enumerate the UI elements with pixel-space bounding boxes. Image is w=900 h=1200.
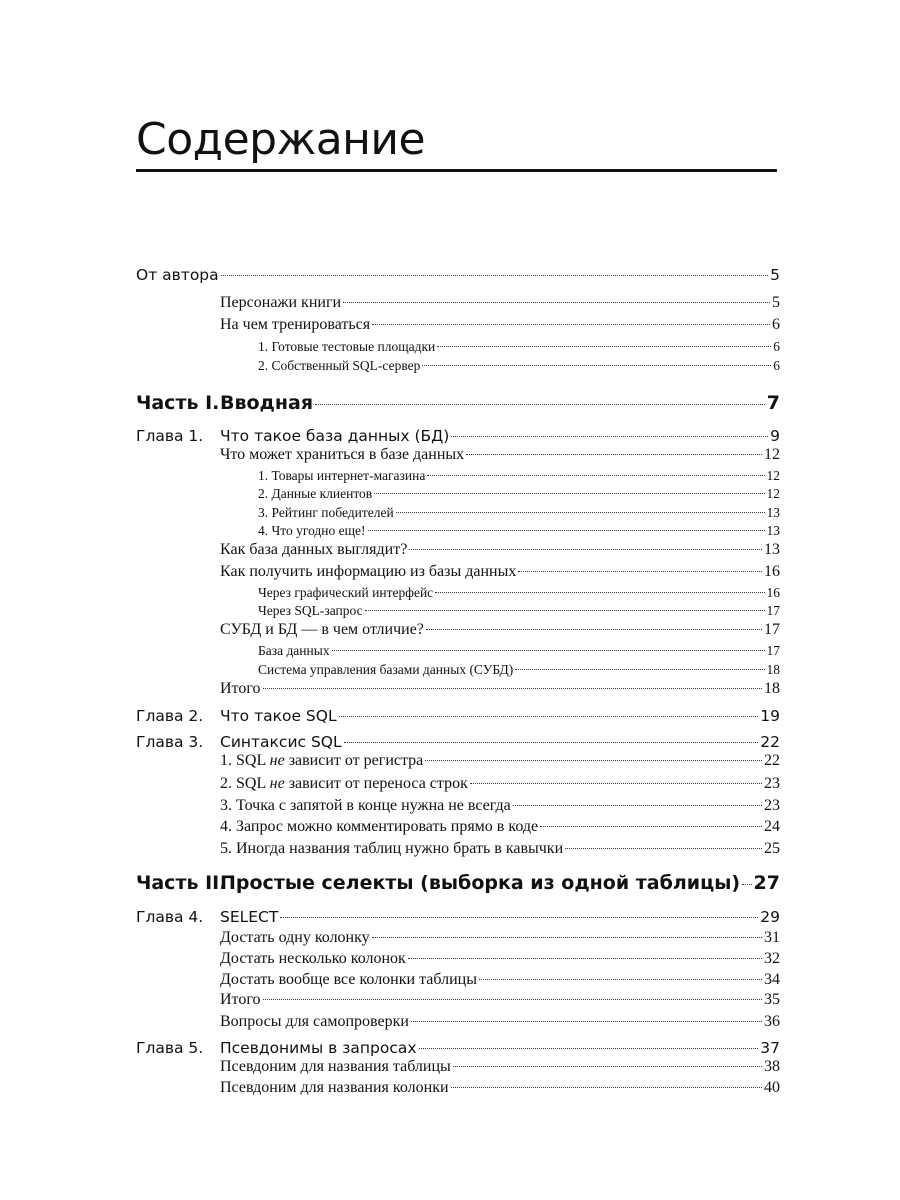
- leader-dots: [451, 436, 768, 437]
- toc-page: 19: [760, 707, 780, 725]
- toc-part-entry[interactable]: [136, 392, 780, 414]
- toc-label: [136, 392, 313, 414]
- toc-label: 4. Запрос можно комментировать прямо в коде: [220, 818, 539, 835]
- toc-page: 6: [773, 358, 780, 373]
- toc-page: 17: [766, 643, 780, 658]
- toc-label: Вопросы для самопроверки: [220, 1013, 409, 1030]
- toc-label: На чем тренироваться: [220, 316, 371, 333]
- toc-page: 7: [766, 392, 780, 414]
- leader-dots: [427, 475, 764, 476]
- toc-page: 6: [772, 316, 780, 333]
- toc-label: База данных: [258, 643, 330, 658]
- toc-entry[interactable]: [220, 680, 780, 698]
- leader-dots: [372, 324, 770, 325]
- leader-dots: [565, 848, 762, 849]
- toc-chapter-entry[interactable]: [136, 908, 780, 926]
- toc-page: 23: [764, 775, 780, 792]
- toc-page: 32: [764, 950, 780, 967]
- toc-page: 35: [764, 991, 780, 1008]
- leader-dots: [742, 884, 751, 885]
- leader-dots: [453, 1066, 762, 1067]
- toc-entry[interactable]: [220, 971, 780, 989]
- leader-dots: [515, 669, 764, 670]
- chapter-number: Глава 1.: [136, 427, 204, 445]
- toc-entry[interactable]: [220, 950, 780, 968]
- part-number: Часть II.: [136, 872, 227, 894]
- toc-page: 5: [772, 294, 780, 311]
- toc-label: [136, 707, 337, 725]
- chapter-number: Глава 4.: [136, 908, 204, 926]
- leader-dots: [332, 650, 765, 651]
- chapter-title: Что такое база данных (БД): [220, 427, 450, 445]
- toc-page: 12: [766, 486, 780, 501]
- toc-entry[interactable]: [220, 541, 780, 559]
- toc-page: 12: [764, 446, 780, 463]
- toc-label: [136, 1039, 417, 1057]
- leader-dots: [344, 742, 759, 743]
- toc-label: 5. Иногда названия таблиц нужно брать в кавычки: [220, 840, 564, 857]
- toc-label: 2. Собственный SQL-сервер: [258, 358, 421, 373]
- toc-label: 4. Что угодно еще!: [258, 523, 366, 538]
- toc-label: От автора: [136, 266, 219, 284]
- leader-dots: [426, 629, 762, 630]
- toc-label: Через графический интерфейс: [258, 585, 434, 600]
- leader-dots: [422, 365, 771, 366]
- toc-page: 13: [764, 541, 780, 558]
- toc-entry[interactable]: [258, 585, 780, 601]
- toc-chapter-entry[interactable]: [136, 733, 780, 751]
- toc-label: 1. SQL не зависит от регистра: [220, 752, 424, 769]
- toc-chapter-entry[interactable]: [136, 707, 780, 725]
- toc-entry[interactable]: [220, 991, 780, 1009]
- toc-label: Псевдоним для названия колонки: [220, 1079, 449, 1096]
- toc-page: 27: [753, 872, 780, 894]
- toc-label: Система управления базами данных (СУБД): [258, 662, 514, 677]
- toc-page: 18: [766, 662, 780, 677]
- toc-entry[interactable]: [258, 339, 780, 355]
- leader-dots: [365, 610, 765, 611]
- toc-page: 36: [764, 1013, 780, 1030]
- toc-page: 13: [766, 523, 780, 538]
- toc-label: Как база данных выглядит?: [220, 541, 408, 558]
- toc-label: Достать одну колонку: [220, 929, 370, 946]
- leader-dots: [479, 979, 762, 980]
- emphasis: не: [269, 775, 285, 792]
- chapter-title: SELECT: [220, 908, 279, 926]
- leader-dots: [339, 716, 759, 717]
- chapter-number: Глава 2.: [136, 707, 204, 725]
- toc-label: Что может храниться в базе данных: [220, 446, 465, 463]
- toc-page: 16: [764, 563, 780, 580]
- toc-page: 17: [766, 603, 780, 618]
- chapter-title: Псевдонимы в запросах: [220, 1039, 417, 1057]
- toc-entry[interactable]: [258, 523, 780, 539]
- toc-entry[interactable]: [258, 358, 780, 374]
- toc-page: 40: [764, 1079, 780, 1096]
- toc-label: [136, 908, 278, 926]
- chapter-number: Глава 5.: [136, 1039, 204, 1057]
- leader-dots: [280, 917, 758, 918]
- toc-entry[interactable]: [220, 316, 780, 334]
- leader-dots: [411, 1021, 762, 1022]
- toc-entry[interactable]: [220, 1079, 780, 1097]
- toc-entry[interactable]: [220, 294, 780, 312]
- toc-entry[interactable]: [258, 603, 780, 619]
- toc-page: 23: [764, 797, 780, 814]
- toc-page: 6: [773, 339, 780, 354]
- part-title: Простые селекты (выборка из одной таблицы): [220, 872, 741, 894]
- leader-dots: [408, 958, 762, 959]
- toc-entry[interactable]: [220, 840, 780, 858]
- toc-entry[interactable]: [220, 446, 780, 464]
- toc-entry[interactable]: [258, 662, 780, 678]
- title-underline: [136, 169, 777, 172]
- leader-dots: [513, 805, 762, 806]
- leader-dots: [419, 1048, 759, 1049]
- toc-page: 13: [766, 505, 780, 520]
- toc-page: 18: [764, 680, 780, 697]
- toc-page: 22: [760, 733, 780, 751]
- toc-page: 16: [766, 585, 780, 600]
- toc-label: Достать вообще все колонки таблицы: [220, 971, 477, 988]
- leader-dots: [396, 512, 765, 513]
- toc-label: 1. Товары интернет-магазина: [258, 468, 426, 483]
- toc-entry[interactable]: [258, 505, 780, 521]
- leader-dots: [221, 275, 768, 276]
- leader-dots: [263, 999, 763, 1000]
- leader-dots: [315, 404, 765, 405]
- leader-dots: [372, 937, 762, 938]
- toc-page: 22: [764, 752, 780, 769]
- toc-label: 2. SQL не зависит от переноса строк: [220, 775, 468, 792]
- toc-page: 24: [764, 818, 780, 835]
- chapter-title: Что такое SQL: [220, 707, 337, 725]
- toc-label: 3. Точка с запятой в конце нужна не всегда: [220, 797, 511, 814]
- toc-entry[interactable]: [220, 621, 780, 639]
- toc-chapter-entry[interactable]: [136, 427, 780, 445]
- toc-page: 25: [764, 840, 780, 857]
- toc-entry[interactable]: [220, 752, 780, 770]
- toc-page: 17: [764, 621, 780, 638]
- toc-label: Псевдоним для названия таблицы: [220, 1058, 451, 1075]
- leader-dots: [425, 760, 762, 761]
- emphasis: не: [269, 752, 285, 769]
- toc-entry[interactable]: [220, 797, 780, 815]
- toc-entry[interactable]: [258, 643, 780, 659]
- leader-dots: [263, 688, 763, 689]
- leader-dots: [466, 454, 762, 455]
- toc-page: 29: [760, 908, 780, 926]
- leader-dots: [470, 783, 762, 784]
- toc-entry[interactable]: [220, 1058, 780, 1076]
- toc-page: 37: [760, 1039, 780, 1057]
- toc-page: 34: [764, 971, 780, 988]
- leader-dots: [437, 346, 771, 347]
- toc-page: 12: [766, 468, 780, 483]
- toc-entry[interactable]: [220, 1013, 780, 1031]
- toc-entry[interactable]: [220, 929, 780, 947]
- leader-dots: [451, 1087, 762, 1088]
- toc-part-entry[interactable]: [136, 872, 780, 894]
- toc-label: [136, 872, 740, 894]
- page-title: Содержание: [136, 114, 426, 165]
- toc-entry[interactable]: [220, 818, 780, 836]
- toc-page: 5: [770, 266, 780, 284]
- toc-label: [136, 427, 449, 445]
- toc-label: 3. Рейтинг победителей: [258, 505, 394, 520]
- toc-entry[interactable]: [136, 266, 780, 284]
- toc-chapter-entry[interactable]: [136, 1039, 780, 1057]
- toc-label: Персонажи книги: [220, 294, 342, 311]
- leader-dots: [518, 571, 762, 572]
- chapter-title: Синтаксис SQL: [220, 733, 342, 751]
- toc-label: Как получить информацию из базы данных: [220, 563, 517, 580]
- toc-page: 38: [764, 1058, 780, 1075]
- part-number: Часть I.: [136, 392, 220, 414]
- toc-entry[interactable]: [258, 486, 780, 502]
- leader-dots: [435, 592, 764, 593]
- toc-label: Итого: [220, 991, 261, 1008]
- toc-label: СУБД и БД — в чем отличие?: [220, 621, 424, 638]
- toc-label: 2. Данные клиентов: [258, 486, 373, 501]
- toc-entry[interactable]: [220, 775, 780, 793]
- toc-label: 1. Готовые тестовые площадки: [258, 339, 436, 354]
- toc-label: Через SQL-запрос: [258, 603, 363, 618]
- leader-dots: [343, 302, 770, 303]
- leader-dots: [368, 530, 765, 531]
- toc-label: Итого: [220, 680, 261, 697]
- chapter-number: Глава 3.: [136, 733, 204, 751]
- toc-label: Достать несколько колонок: [220, 950, 406, 967]
- toc-page: 31: [764, 929, 780, 946]
- toc-entry[interactable]: [258, 468, 780, 484]
- leader-dots: [374, 493, 764, 494]
- toc-entry[interactable]: [220, 563, 780, 581]
- leader-dots: [540, 826, 762, 827]
- part-title: Вводная: [220, 392, 314, 414]
- toc-label: [136, 733, 342, 751]
- leader-dots: [409, 549, 762, 550]
- toc-page: 9: [770, 427, 780, 445]
